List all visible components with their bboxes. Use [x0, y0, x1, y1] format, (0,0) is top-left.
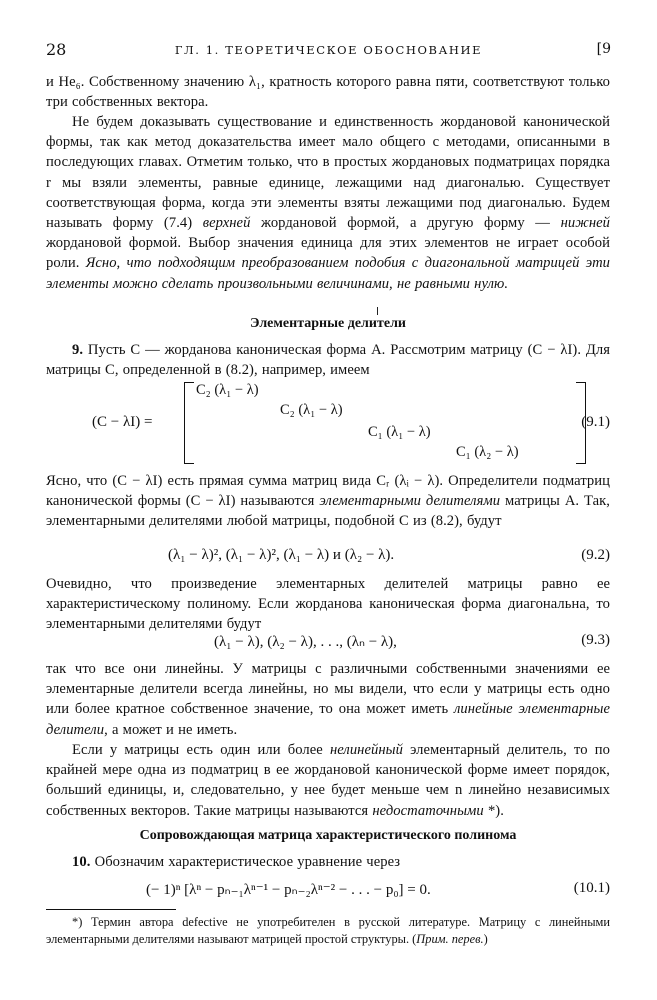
text-run: ): [483, 932, 488, 946]
text-run: Не будем доказывать существование и единственность жордановой канонической формы, так как метод доказательства имеет мало общего с методами, описанными в последующих главах. Отметим только, что в простых жордановых подматрицах порядка r мы взяли элементы, равные единице, лежащими над диагональю. Существует соответствующая форма, когда эти элементы взяты лежащими под диагональю. Будем называть форму (7.4): [46, 114, 610, 232]
item-number: 10.: [72, 854, 91, 870]
text-run: , а может и не иметь.: [104, 721, 238, 738]
matrix-cell: C₁ (λ₁ − λ): [368, 424, 431, 440]
matrix-cell: C₁ (λ₂ − λ): [456, 444, 519, 460]
matrix-cell: C₂ (λ₁ − λ): [196, 382, 259, 398]
matrix-cell: C₂ (λ₁ − λ): [280, 402, 343, 418]
equation-number: (9.2): [581, 547, 610, 563]
footnote-divider: [46, 909, 176, 910]
equation-9-3: [46, 632, 610, 654]
equation-body: (λ₁ − λ), (λ₂ − λ), . . ., (λₙ − λ),: [214, 634, 397, 650]
equation-lhs: (C − λI) =: [92, 414, 153, 430]
text-run: *) Термин автора defective не употребителен в русской литературе. Матрицу с линейными элементарными делителями называют матрицей простой структуры. (: [46, 915, 610, 946]
equation-number: (9.3): [581, 632, 610, 648]
paragraph-product: Очевидно, что произведение элементарных делителей матрицы равно ее характеристическому полиному. Если жорданова каноническая форма диагональна, то элементарными делителями будут: [46, 576, 610, 633]
italic-term: нелинейный: [329, 742, 403, 758]
equation-10-1: [46, 880, 610, 902]
italic-term: верхней: [202, 215, 251, 232]
italic-term: нижней: [560, 215, 610, 232]
paragraph-jordan-form: [46, 112, 610, 294]
italic-term: элементарными делителями: [319, 493, 501, 510]
footnote: [46, 914, 610, 948]
text-run: Ясно, что (C − λI) есть прямая сумма матриц вида Cᵣ (λᵢ − λ). Определители подматриц канонической формы (C − λI) называются: [46, 473, 610, 510]
equation-body: (λ₁ − λ)², (λ₁ − λ)², (λ₁ − λ) и (λ₂ − λ).: [168, 547, 395, 563]
text-run: матрицы A. Так, элементарными делителями любой матрицы, подобной C из (8.2), будут: [46, 493, 610, 530]
italic-term: линейные элементарные делители: [46, 701, 611, 738]
paragraph-9: [46, 340, 610, 380]
equation-9-2: [46, 547, 610, 569]
text-run: элементарный делитель, то по крайней мере одна из подматриц в ее жордановой канонической форме имеет порядок, больший единицы, и, следовательно, у нее будет меньше чем n линейно независимых собственных векторов. Такие матрицы называются: [46, 742, 610, 819]
equation-9-1: [46, 378, 610, 468]
text-run: *).: [483, 802, 504, 819]
section-heading-elementary-divisors: Элементарные делители: [250, 316, 406, 331]
paragraph-intro: и He₆. Собственному значению λ₁, кратность которого равна пяти, соответствуют только три собственных вектора.: [46, 74, 610, 111]
section-marker: [9: [596, 41, 611, 57]
text-run: Пусть C — жорданова каноническая форма A. Рассмотрим матрицу (C − λI). Для матрицы C, определенной в (8.2), например, имеем: [46, 342, 610, 379]
equation-body: (− 1)ⁿ [λⁿ − pₙ₋₁λⁿ⁻¹ − pₙ₋₂λⁿ⁻² − . . . − p₀] = 0.: [146, 882, 431, 898]
text-run: жордановой формой, а другую форму —: [250, 215, 561, 232]
margin-mark: [377, 307, 378, 315]
italic-term: Прим. перев.: [416, 932, 484, 946]
item-number: 9.: [72, 342, 84, 358]
italic-term: недостаточными: [372, 802, 484, 819]
paragraph-linear: [46, 659, 610, 740]
equation-number: (10.1): [573, 880, 610, 896]
paragraph-direct-sum: [46, 471, 610, 532]
text-run: так что все они линейны. У матрицы с различными собственными значениями ее элементарные делители всегда линейны, но мы видели, что если у матрицы есть одно или более кратное собственное значение, то она может иметь: [46, 661, 610, 718]
text-run: Если у матрицы есть один или более: [72, 742, 330, 758]
page-header: [46, 40, 611, 62]
italic-statement: Ясно, что подходящим преобразованием подобия с диагональной матрицей эти элементы можно сделать произвольными величинами, не равными нулю.: [46, 255, 611, 292]
running-title: ГЛ. 1. ТЕОРЕТИЧЕСКОЕ ОБОСНОВАНИЕ: [174, 43, 483, 57]
text-run: жордановой формой. Выбор значения единица для этих элементов не играет особой роли.: [46, 235, 610, 272]
text-run: Обозначим характеристическое уравнение через: [90, 854, 401, 870]
page-number: 28: [46, 40, 67, 59]
section-heading-companion-matrix: Сопровождающая матрица характеристического полинома: [139, 828, 517, 843]
equation-number: (9.1): [581, 414, 610, 430]
left-bracket: [184, 382, 194, 464]
paragraph-nonlinear: [46, 740, 610, 821]
paragraph-10: [46, 852, 610, 872]
